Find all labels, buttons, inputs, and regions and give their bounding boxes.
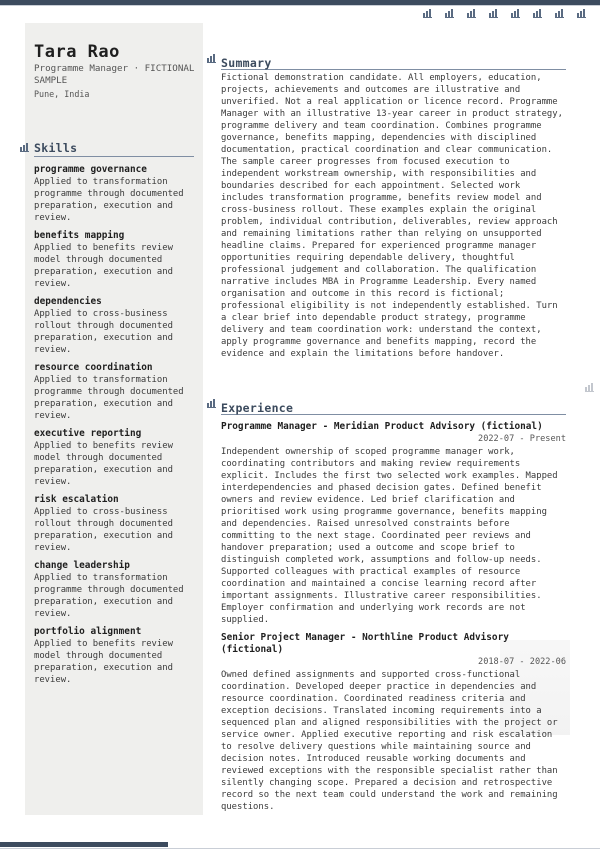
candidate-name: Tara Rao (34, 42, 120, 62)
skill-name: portfolio alignment (34, 626, 142, 637)
bar-chart-icon (585, 383, 594, 391)
skill-desc: Applied to transformation programme through documented preparation, execution and review. (34, 375, 184, 421)
job-entry (221, 421, 566, 626)
bar-chart-icon (207, 54, 216, 62)
summary-section (221, 52, 566, 360)
skill-desc: Applied to transformation programme through documented preparation, execution and review. (34, 573, 184, 619)
skill-name: dependencies (34, 296, 102, 307)
skill-desc: Applied to benefits review model through documented preparation, execution and review. (34, 441, 173, 487)
bar-chart-icon (555, 9, 564, 17)
bar-chart-icon (533, 9, 542, 17)
bar-chart-icon (467, 9, 476, 17)
bar-chart-icon (511, 9, 520, 17)
job-title: Programme Manager - Meridian Product Advisory (fictional) (221, 421, 543, 432)
skill-desc: Applied to benefits review model through documented preparation, execution and review. (34, 243, 173, 289)
bar-chart-icon (423, 9, 432, 17)
job-dates: 2018-07 - 2022-06 (478, 657, 566, 667)
candidate-role: Programme Manager · FICTIONAL SAMPLE (34, 63, 195, 86)
skills-rule (34, 156, 194, 157)
bar-chart-icon (20, 143, 29, 151)
top-rule (0, 5, 600, 6)
skill-name: resource coordination (34, 362, 153, 373)
bar-chart-icon (445, 9, 454, 17)
skill-name: programme governance (34, 164, 147, 175)
job-description: Owned defined assignments and supported cross-functional coordination. Developed deeper practice in dependencies and resource coordination. Coordinated readiness criteria and exception decisions. Translated incoming requirements into a sequenced plan and aligned responsibilities with the project or service owner. Applied executive reporting and risk escalation to resolve delivery questions while maintaining source and decision notes. Introduced reusable working documents and reviewed exceptions with the responsible specialist rather than silently changing scope. Prepared a decision and retrospective record so the next team could understand the work and remaining questions. (221, 670, 558, 812)
skill-desc: Applied to cross-business rollout through documented preparation, execution and review. (34, 507, 173, 553)
job-description: Independent ownership of scoped programme manager work, coordinating contributors and making review requirements explicit. Includes the first two selected work examples. Mapped interdependencies and phased decision gates. Defined benefit owners and review evidence. Led brief clarification and prioritised work using programme governance, benefits mapping and dependencies. Raised unresolved constraints before committing to the next stage. Coordinated peer reviews and handover preparation; used a outcome and scope brief to distinguish completed work, assumptions and follow-up needs. Supported colleagues with practical examples of resource coordination and maintained a concise learning record after important assignments. Illustrative career responsibilities. Employer confirmation and underlying work records are not supplied. (221, 447, 558, 625)
skill-item (34, 494, 199, 554)
summary-rule (221, 69, 566, 70)
skill-name: executive reporting (34, 428, 142, 439)
skill-item (34, 362, 199, 422)
sidebar (25, 23, 203, 815)
summary-text: Fictional demonstration candidate. All employers, education, projects, achievements and outcomes are illustrative and unverified. Not a real application or licence record. Programme Manager with an illustrative 13-year career in product strategy, programme delivery and team coordination. Combines programme governance, benefits mapping, dependencies with disciplined documentation, practical coordination and clear communication. The sample career progresses from focused execution to independent workstream ownership, with responsibilities and boundaries described for each appointment. Selected work includes transformation programme, benefits review model and cross-business rollout. These examples explain the original problem, individual contribution, deliverables, review approach and remaining limitations rather than relying on unsupported headline claims. Prepared for experienced programme manager opportunities requiring dependable delivery, thoughtful professional judgement and collaboration. The qualification narrative includes MBA in Programme Leadership. Every named organisation and outcome in this record is fictional; professional eligibility is not independently established. Turn a clear brief into dependable product strategy, programme delivery and team coordination work: understand the context, apply programme governance and benefits mapping, record the evidence and explain the limitations before handover. (221, 73, 563, 359)
summary-heading: Summary (221, 56, 272, 70)
skill-item (34, 428, 199, 488)
skills-list (34, 164, 199, 692)
header-icon-row (423, 9, 586, 17)
bar-chart-icon (489, 9, 498, 17)
skill-desc: Applied to cross-business rollout through documented preparation, execution and review. (34, 309, 173, 355)
summary-header (221, 52, 566, 68)
experience-header (221, 397, 566, 413)
job-title: Senior Project Manager - Northline Product Advisory (fictional) (221, 632, 509, 655)
experience-section (221, 397, 566, 813)
skill-item (34, 164, 199, 224)
skill-desc: Applied to transformation programme through documented preparation, execution and review. (34, 177, 184, 223)
skill-item (34, 296, 199, 356)
job-entry (221, 632, 566, 813)
experience-heading: Experience (221, 401, 294, 415)
job-dates: 2022-07 - Present (478, 434, 566, 444)
bottom-accent-bar (0, 842, 168, 847)
skill-desc: Applied to benefits review model through documented preparation, execution and review. (34, 639, 173, 685)
candidate-location: Pune, India (34, 89, 90, 99)
bar-chart-icon (207, 399, 216, 407)
skill-item (34, 230, 199, 290)
skill-name: benefits mapping (34, 230, 125, 241)
bar-chart-icon (577, 9, 586, 17)
skills-heading: Skills (34, 141, 78, 155)
skill-item (34, 560, 199, 620)
skill-name: change leadership (34, 560, 130, 571)
skill-name: risk escalation (34, 494, 119, 505)
skill-item (34, 626, 199, 686)
